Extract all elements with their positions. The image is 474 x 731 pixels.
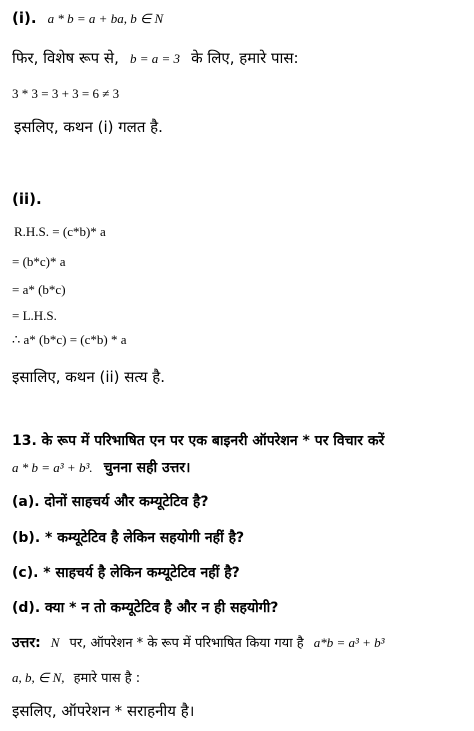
part-i-line1 bbox=[12, 48, 299, 67]
part-i-line1-text: फिर, विशेष रूप से, bbox=[12, 49, 119, 67]
q13-option-b: (b). * कम्यूटेटिव है लेकिन सहयोगी नहीं है? bbox=[12, 530, 245, 546]
q13-question-math: a * b = a³ + b³. bbox=[12, 460, 93, 475]
q13-option-d: (d). क्या * न तो कम्यूटेटिव है और न ही सहयोगी? bbox=[12, 600, 279, 616]
q13-answer-line2 bbox=[12, 667, 140, 687]
q13-answer-line2-math: a, b, ∈ N, bbox=[12, 670, 65, 685]
part-ii-step: = a* (b*c) bbox=[12, 282, 66, 297]
q13-question-line1: 13. के रूप में परिभाषित एन पर एक बाइनरी ऑपरेशन * पर विचार करें bbox=[12, 433, 385, 449]
q13-answer-text: पर, ऑपरेशन * के रूप में परिभाषित किया गया है bbox=[69, 636, 304, 651]
q13-question-tail: चुनना सही उत्तर। bbox=[103, 460, 191, 476]
part-i-header bbox=[12, 8, 163, 27]
part-i-conclusion: इसलिए, कथन (i) गलत है. bbox=[14, 118, 163, 136]
q13-answer-line1 bbox=[12, 632, 385, 652]
q13-answer-math2: a*b = a³ + b³ bbox=[313, 635, 385, 650]
q13-question-line2 bbox=[12, 457, 190, 477]
part-ii-conclusion: इसालिए, कथन (ii) सत्य है. bbox=[12, 368, 165, 386]
part-i-calc: 3 * 3 = 3 + 3 = 6 ≠ 3 bbox=[12, 86, 120, 101]
q13-answer-math1: N bbox=[50, 635, 60, 650]
q13-option-c: (c). * साहचर्य है लेकिन कम्यूटेटिव नहीं है? bbox=[12, 565, 240, 581]
part-ii-step: = L.H.S. bbox=[12, 308, 57, 323]
part-ii-label: (ii). bbox=[12, 190, 42, 208]
part-i-label: (i). bbox=[12, 9, 37, 27]
part-ii-step: = (b*c)* a bbox=[12, 254, 66, 269]
q13-answer-label: उत्तर: bbox=[12, 635, 41, 651]
part-ii-step: ∴ a* (b*c) = (c*b) * a bbox=[12, 332, 127, 347]
q13-option-a: (a). दोनों साहचर्य और कम्यूटेटिव है? bbox=[12, 494, 209, 510]
q13-answer-line2-text: हमारे पास है : bbox=[73, 671, 141, 686]
q13-final: इसलिए, ऑपरेशन * सराहनीय है। bbox=[12, 702, 195, 720]
part-ii-step: R.H.S. = (c*b)* a bbox=[14, 224, 106, 239]
part-i-line1-tail: के लिए, हमारे पास: bbox=[191, 49, 299, 67]
part-i-line1-math: b = a = 3 bbox=[129, 51, 180, 66]
part-i-definition: a * b = a + ba, b ∈ N bbox=[47, 11, 164, 26]
